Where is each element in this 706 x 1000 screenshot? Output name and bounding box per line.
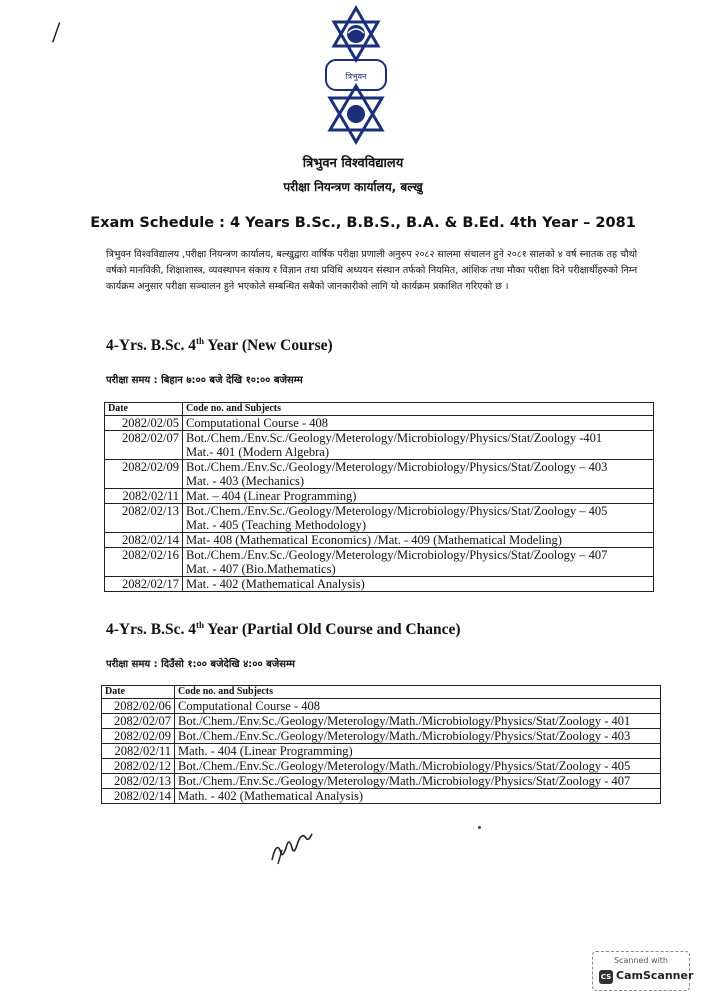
camscanner-name: CamScanner [616,969,694,982]
exam-date: 2082/02/16 [105,548,183,577]
page-title: Exam Schedule : 4 Years B.Sc., B.B.S., B.A. & B.Ed. 4th Year – 2081 [90,215,636,231]
section-heading-new-course [106,336,333,355]
table-row [102,744,661,759]
svg-text:त्रिभुवन: त्रिभुवन [345,72,367,81]
exam-subjects [183,577,654,592]
exam-date: 2082/02/07 [102,714,175,729]
column-header-subjects: Code no. and Subjects [183,403,654,416]
table-row [105,489,654,504]
scan-speck [478,826,481,829]
table-row [105,460,654,489]
exam-subjects [183,431,654,460]
camscanner-logo-icon: CS [599,970,613,984]
table-row [105,533,654,548]
exam-time-new-course: परीक्षा समय : बिहान ७:०० बजे देखि १०:०० बजेसम्म [106,375,303,386]
office-name: परीक्षा नियन्त्रण कार्यालय, बल्खु [283,180,423,194]
table-row [102,789,661,804]
exam-subjects [183,548,654,577]
exam-subjects [183,489,654,504]
column-header-date: Date [105,403,183,416]
schedule-table-partial-old-course [101,685,661,804]
exam-date: 2082/02/13 [105,504,183,533]
university-name: त्रिभुवन विश्वविद्यालय [302,156,404,171]
column-header-date: Date [102,686,175,699]
exam-time-partial-old-course: परीक्षा समय : दिउँसो १:०० बजेदेखि ४:०० बजेसम्म [106,659,296,670]
column-header-subjects: Code no. and Subjects [175,686,661,699]
exam-subjects: Bot./Chem./Env.Sc./Geology/Meterology/Math./Microbiology/Physics/Stat/Zoology - 407 [175,774,661,789]
exam-subjects: Bot./Chem./Env.Sc./Geology/Meterology/Math./Microbiology/Physics/Stat/Zoology - 401 [175,714,661,729]
exam-subjects [183,533,654,548]
exam-subjects [183,504,654,533]
subject-line: Bot./Chem./Env.Sc./Geology/Meterology/Microbiology/Physics/Stat/Zoology – 405 [186,504,608,518]
exam-date: 2082/02/12 [102,759,175,774]
table-row [105,431,654,460]
subject-line: Bot./Chem./Env.Sc./Geology/Meterology/Microbiology/Physics/Stat/Zoology – 407 [186,548,608,562]
section-heading-text: Year (New Course) [204,337,333,355]
corner-handwritten-mark: / [52,16,61,49]
exam-subjects: Computational Course - 408 [175,699,661,714]
subject-line: Mat. - 405 (Teaching Methodology) [186,518,366,532]
camscanner-caption: Scanned with [613,956,669,965]
table-header-row [102,686,661,699]
exam-date: 2082/02/11 [105,489,183,504]
section-heading-text: Year (Partial Old Course and Chance) [204,621,461,639]
section-heading-sup: th [195,336,204,346]
exam-subjects [183,460,654,489]
table-row [105,504,654,533]
subject-line: Mat. - 407 (Bio.Mathematics) [186,562,336,576]
subject-line: Bot./Chem./Env.Sc./Geology/Meterology/Microbiology/Physics/Stat/Zoology – 403 [186,460,608,474]
section-heading-sup: th [195,620,204,630]
table-row [102,759,661,774]
subject-line: Mat. - 402 (Mathematical Analysis) [186,577,365,591]
section-heading-partial-old-course [106,620,461,639]
table-row [102,714,661,729]
exam-date: 2082/02/17 [105,577,183,592]
subject-line: Mat. – 404 (Linear Programming) [186,489,357,503]
subject-line: Mat.- 401 (Modern Algebra) [186,445,330,459]
exam-subjects [183,416,654,431]
university-emblem-logo [296,2,416,152]
subject-line: Bot./Chem./Env.Sc./Geology/Meterology/Microbiology/Physics/Stat/Zoology -401 [186,431,603,445]
table-row [105,416,654,431]
exam-date: 2082/02/14 [102,789,175,804]
section-heading-text: 4-Yrs. B.Sc. 4 [106,621,196,639]
camscanner-badge [592,951,694,991]
table-row [102,774,661,789]
exam-date: 2082/02/06 [102,699,175,714]
exam-date: 2082/02/07 [105,431,183,460]
exam-date: 2082/02/11 [102,744,175,759]
table-row [105,577,654,592]
exam-subjects: Bot./Chem./Env.Sc./Geology/Meterology/Math./Microbiology/Physics/Stat/Zoology - 405 [175,759,661,774]
intro-paragraph: त्रिभुवन विश्वविद्यालय ,परीक्षा नियन्त्रण कार्यालय, बल्खुद्वारा वार्षिक परीक्षा प्रणाली अनुरुप २०८२ सालमा संचालन हुने २०८१ सालको ४ वर्ष स्नातक तह चौथो वर्षको मानविकी, शिक्षाशास्त्र, व्यवस्थापन संकाय र विज्ञान तथा प्रविधि अध्ययन संस्थान तर्फको नियमित, आंशिक तथा मौका परीक्षा दिने परीक्षार्थीहरुको निम्न कार्यक्रम अनुसार परीक्षा सञ्चालन हुने भएकोले सम्बन्धित सबैको जानकारीको लागि यो कार्यक्रम प्रकाशित गरिएको छ । [106,249,638,292]
exam-date: 2082/02/14 [105,533,183,548]
exam-date: 2082/02/13 [102,774,175,789]
exam-subjects: Bot./Chem./Env.Sc./Geology/Meterology/Math./Microbiology/Physics/Stat/Zoology - 403 [175,729,661,744]
subject-line: Mat. - 403 (Mechanics) [186,474,305,488]
table-header-row [105,403,654,416]
table-row [102,729,661,744]
exam-date: 2082/02/09 [102,729,175,744]
exam-date: 2082/02/05 [105,416,183,431]
subject-line: Mat- 408 (Mathematical Economics) /Mat. - 409 (Mathematical Modeling) [186,533,562,547]
schedule-table-new-course [104,402,654,592]
signature-image [268,828,316,866]
exam-subjects: Math. - 402 (Mathematical Analysis) [175,789,661,804]
exam-subjects: Math. - 404 (Linear Programming) [175,744,661,759]
section-heading-text: 4-Yrs. B.Sc. 4 [106,337,196,355]
table-row [105,548,654,577]
subject-line: Computational Course - 408 [186,416,328,430]
table-row [102,699,661,714]
exam-date: 2082/02/09 [105,460,183,489]
